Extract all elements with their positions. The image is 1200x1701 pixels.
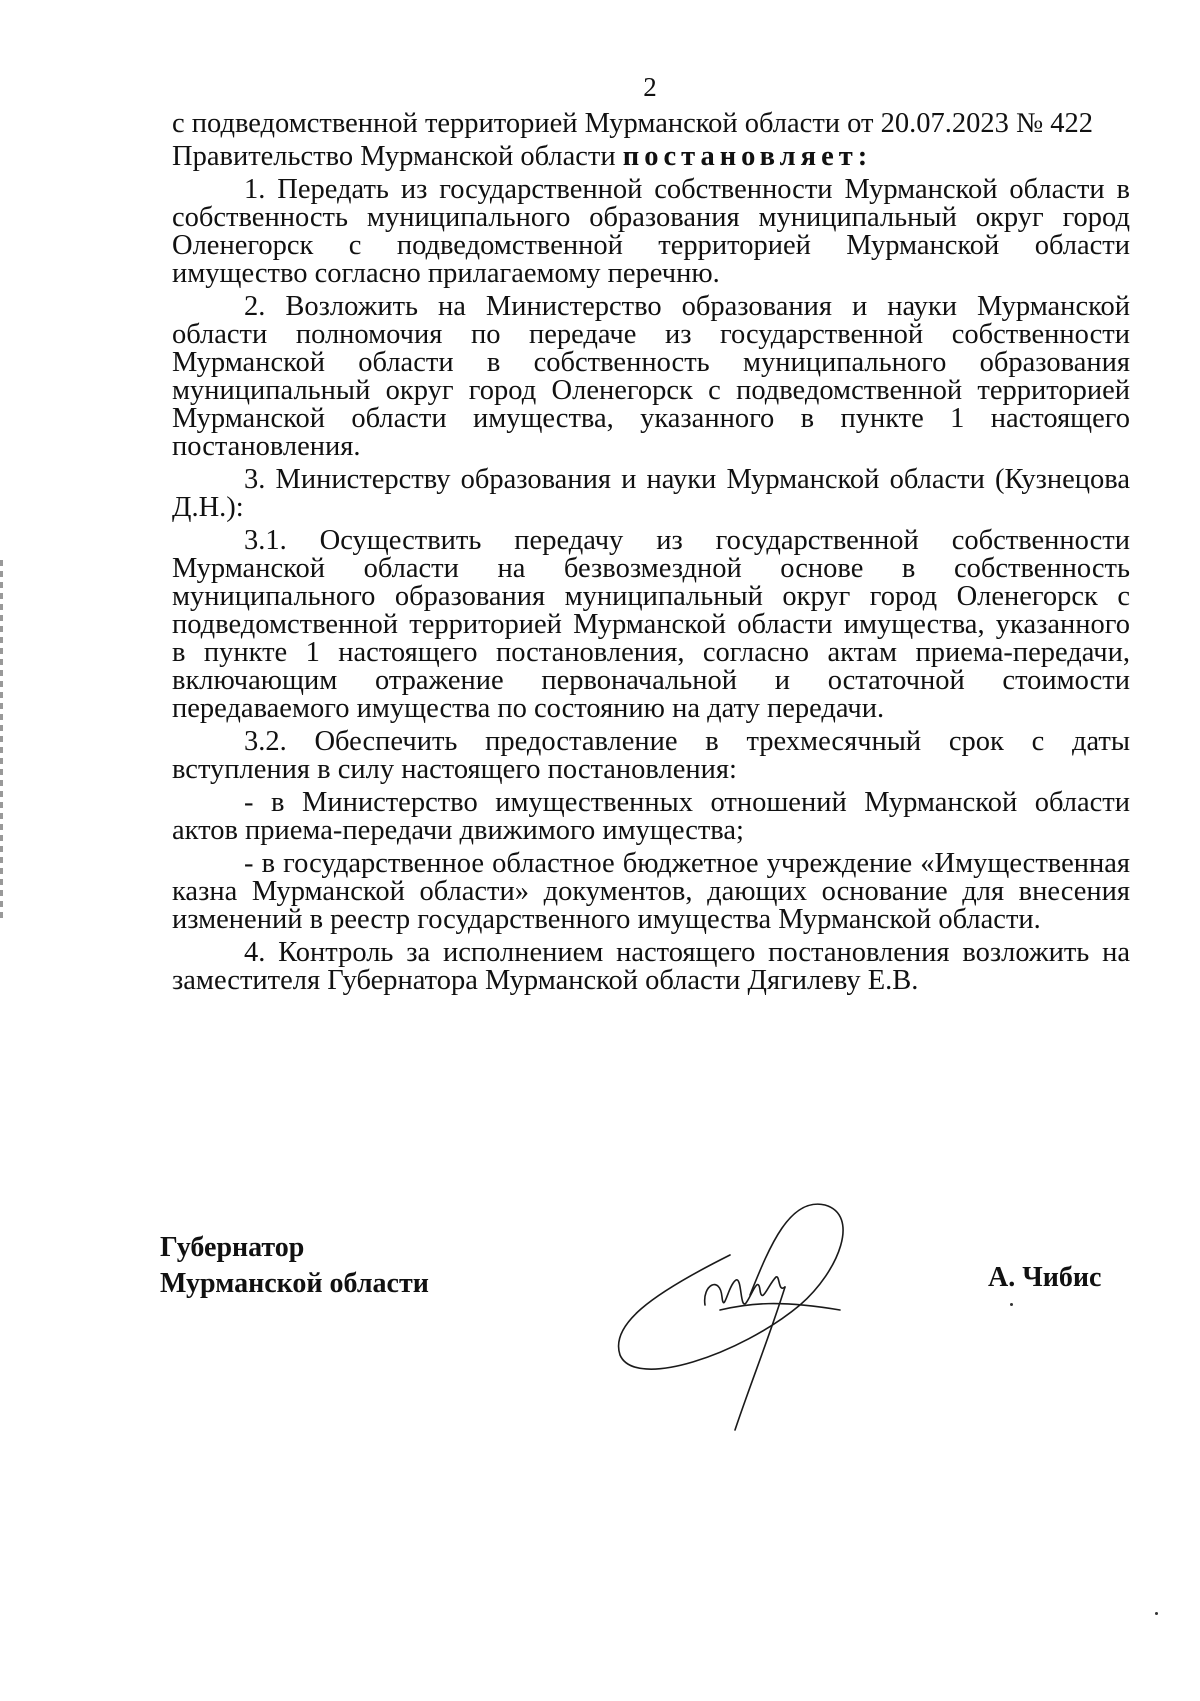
decree-subject: Правительство Мурманской области [172,141,623,172]
paragraph-item-3: 3. Министерству образования и науки Мурманской области (Кузнецова Д.Н.): [172,464,1130,523]
scan-margin-mark [0,560,3,920]
document-body [172,110,1130,1000]
paragraph-bullet-2: - в государственное областное бюджетное учреждение «Имущественная казна Мурманской области» документов, дающих основание для внесения изменений в реестр государственного имущества Мурманской области. [172,848,1130,935]
page-number: 2 [643,72,657,102]
signature-strokes [705,1277,785,1305]
signatory-title: Губернатор [160,1232,305,1263]
paragraph-item-4: 4. Контроль за исполнением настоящего постановления возложить на заместителя Губернатора Мурманской области Дягилеву Е.В. [172,937,1130,996]
signatory-position [160,1230,429,1302]
signatory-region: Мурманской области [160,1268,429,1299]
paragraph-decree [172,143,1130,171]
paragraph-intro: с подведомственной территорией Мурманской области от 20.07.2023 № 422 [172,108,1094,139]
decree-verb: постановляет: [622,141,873,172]
scan-speck [1155,1612,1158,1615]
signature-tail [735,1287,785,1430]
scan-speck [1010,1303,1013,1306]
paragraph-item-3-2: 3.2. Обеспечить предоставление в трехмесячный срок с даты вступления в силу настоящего постановления: [172,726,1130,785]
paragraph-item-1: 1. Передать из государственной собственности Мурманской области в собственность муниципального образования муниципальный округ город Оленегорск с подведомственной территорией Мурманской области имущество согласно прилагаемому перечню. [172,174,1130,289]
handwritten-signature [610,1175,940,1435]
paragraph-item-3-1: 3.1. Осуществить передачу из государственной собственности Мурманской области на безвозмездной основе в собственность муниципального образования муниципальный округ город Оленегорск с подведомственной территорией Мурманской области имущества, указанного в пункте 1 настоящего постановления, согласно актам приема-передачи, включающим отражение первоначальной и остаточной стоимости передаваемого имущества по состоянию на дату передачи. [172,525,1130,724]
paragraph-bullet-1: - в Министерство имущественных отношений Мурманской области актов приема-передачи движимого имущества; [172,787,1130,846]
signatory-name: А. Чибис [988,1262,1102,1293]
paragraph-item-2: 2. Возложить на Министерство образования и науки Мурманской области полномочия по передаче из государственной собственности Мурманской области в собственность муниципального образования муниципальный округ город Оленегорск с подведомственной территорией Мурманской области имущества, указанного в пункте 1 настоящего постановления. [172,291,1130,462]
